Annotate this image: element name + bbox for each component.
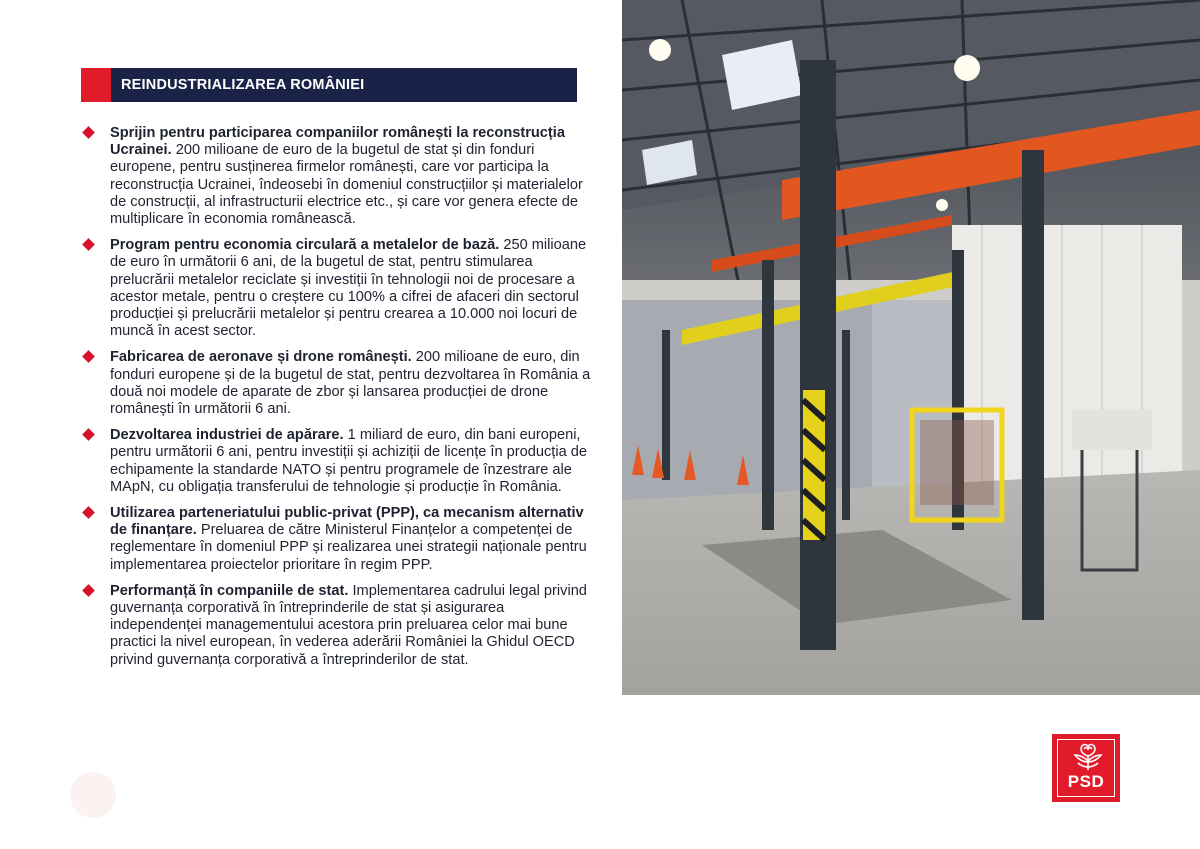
bullet-heading: Fabricarea de aeronave și drone românești.: [110, 349, 412, 366]
diamond-bullet-icon: [82, 506, 95, 519]
bullet-text: 250 milioane de euro în următorii 6 ani, de la bugetul de stat, pentru stimularea prelucrării metalelor reciclate și investiții în tehnologii noi de procesare a acestor metale, pentru o creștere cu 100% a cifrei de afaceri din sectorul producției și prelucrării metalelor și pentru crearea a 10.000 noi locuri de muncă în acest sector.: [110, 237, 587, 340]
bullet-item: [81, 349, 596, 418]
bullet-text: 1 miliard de euro, din bani europeni, pentru următorii 6 ani, pentru investiții și achiziții de licențe în producția de echipamente la standarde NATO și pentru programele de înzestrare ale MApN, cu obligația transferului de tehnologie și producție în România.: [110, 427, 587, 495]
psd-logo: [1052, 734, 1120, 802]
bullet-text: 200 milioane de euro de la bugetul de stat și din fonduri europene, pentru susținerea firmelor românești, care vor participa la reconstrucția Ucrainei, îndeosebi în domeniul construcțiilor și materialelor de construcții, al infrastructurii electrice etc., și care vor genera efecte de multiplicare în economia românească.: [110, 142, 583, 228]
diamond-bullet-icon: [82, 126, 95, 139]
section-title: REINDUSTRIALIZAREA ROMÂNIEI: [121, 77, 365, 93]
logo-text: PSD: [1067, 772, 1105, 791]
bullet-heading: Program pentru economia circulară a metalelor de bază.: [110, 237, 500, 254]
bullet-item: [81, 583, 596, 669]
factory-illustration: [622, 0, 1200, 695]
diamond-bullet-icon: [82, 584, 95, 597]
bullet-heading: Dezvoltarea industriei de apărare.: [110, 427, 344, 444]
bullet-text: Implementarea cadrului legal privind guvernanța corporativă în întreprinderile de stat și asigurarea independenței managementului acestora prin preluarea celor mai bune practici la nivel european, în vederea aderării României la Ghidul OECD privind guvernanța corporativă a întreprinderilor de stat.: [110, 582, 587, 668]
bullet-heading: Performanță în companiile de stat.: [110, 582, 349, 599]
factory-photo: [622, 0, 1200, 695]
bullet-list: [81, 125, 596, 678]
diamond-bullet-icon: [82, 428, 95, 441]
bullet-item: [81, 125, 596, 228]
diamond-bullet-icon: [82, 238, 95, 251]
diamond-bullet-icon: [82, 351, 95, 364]
section-header: [81, 68, 577, 102]
bullet-heading: Utilizarea parteneriatului public-privat (PPP), ca mecanism alternativ de finanțare.: [110, 505, 584, 539]
page-number-circle: [70, 772, 116, 818]
bullet-text: 200 milioane de euro, din fonduri europene și de la bugetul de stat, pentru dezvoltarea în România a două noi modele de aparate de zbor și lansarea producției de drone românești în următorii 6 ani.: [110, 349, 591, 418]
rose-icon: [1070, 740, 1106, 772]
bullet-heading: Sprijin pentru participarea companiilor românești la reconstrucția Ucrainei.: [110, 125, 565, 159]
bullet-item: [81, 237, 596, 340]
bullet-item: [81, 427, 596, 496]
header-accent-bar: [81, 68, 111, 102]
bullet-text: Preluarea de către Ministerul Finanțelor a competenței de reglementare în domeniul PPP și realizarea unei strategii naționale pentru implementarea proiectelor prioritare în regim PPP.: [110, 522, 587, 573]
bullet-item: [81, 505, 596, 574]
